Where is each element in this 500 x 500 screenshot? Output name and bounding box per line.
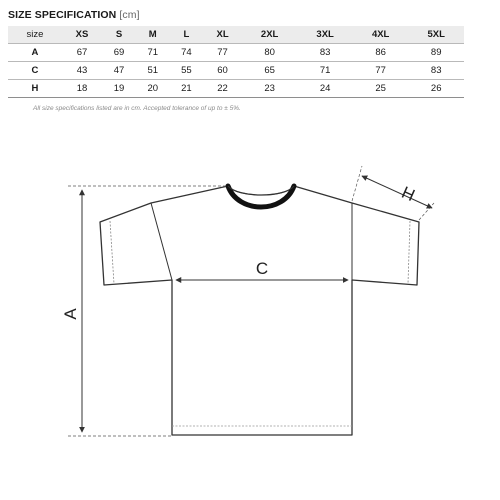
table-cell: 65 — [242, 62, 298, 80]
dim-h-guide-left — [352, 166, 362, 201]
table-cell: 67 — [62, 44, 102, 62]
table-cell: 60 — [203, 62, 242, 80]
tolerance-note: All size specifications listed are in cm. Accepted tolerance of up to ± 5%. — [33, 105, 241, 112]
row-label: C — [8, 62, 62, 80]
table-cell: 19 — [102, 80, 136, 98]
size-header-cell: S — [102, 26, 136, 44]
table-cell: 86 — [353, 44, 409, 62]
title-text: SIZE SPECIFICATION — [8, 9, 117, 21]
table-cell: 51 — [136, 62, 170, 80]
table-cell: 83 — [408, 62, 464, 80]
size-header-cell: XS — [62, 26, 102, 44]
table-cell: 55 — [170, 62, 204, 80]
table-cell: 23 — [242, 80, 298, 98]
size-header-cell: 5XL — [408, 26, 464, 44]
table-cell: 24 — [297, 80, 353, 98]
table-cell: 25 — [353, 80, 409, 98]
size-header-cell: 2XL — [242, 26, 298, 44]
size-header-cell: 4XL — [353, 26, 409, 44]
table-cell: 77 — [353, 62, 409, 80]
table-cell: 20 — [136, 80, 170, 98]
row-label: H — [8, 80, 62, 98]
table-cell: 83 — [297, 44, 353, 62]
table-cell: 71 — [136, 44, 170, 62]
size-header-label: size — [8, 26, 62, 44]
table-cell: 21 — [170, 80, 204, 98]
table-cell: 43 — [62, 62, 102, 80]
tshirt-outline — [100, 186, 419, 435]
size-header-cell: 3XL — [297, 26, 353, 44]
table-cell: 74 — [170, 44, 204, 62]
dim-c-label: C — [255, 259, 269, 278]
table-cell: 22 — [203, 80, 242, 98]
dim-h-arrow — [362, 176, 432, 208]
table-cell: 47 — [102, 62, 136, 80]
table-cell: 80 — [242, 44, 298, 62]
size-header-cell: XL — [203, 26, 242, 44]
size-header-cell: L — [170, 26, 204, 44]
table-cell: 18 — [62, 80, 102, 98]
table-cell: 26 — [408, 80, 464, 98]
table-cell: 89 — [408, 44, 464, 62]
table-cell: 71 — [297, 62, 353, 80]
table-cell: 69 — [102, 44, 136, 62]
dim-a-label: A — [61, 308, 80, 320]
title-unit: [cm] — [119, 9, 140, 21]
row-label: A — [8, 44, 62, 62]
dim-h-label: H — [398, 182, 418, 206]
table-cell: 77 — [203, 44, 242, 62]
size-header-cell: M — [136, 26, 170, 44]
